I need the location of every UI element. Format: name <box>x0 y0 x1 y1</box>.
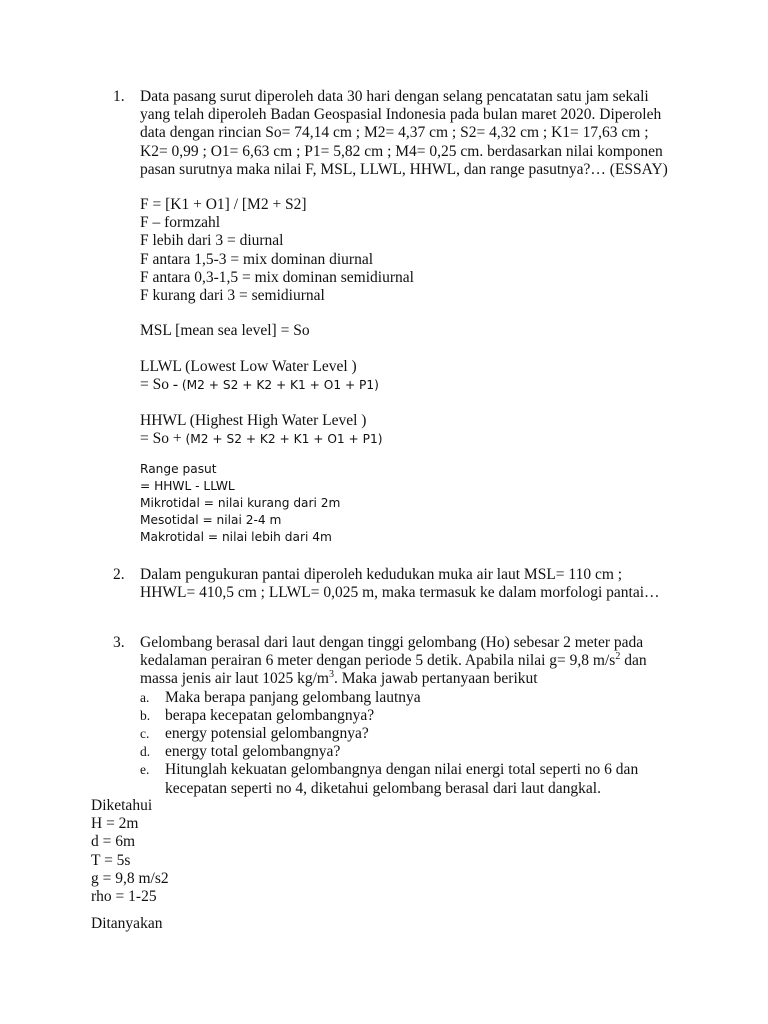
text-line <box>140 652 673 670</box>
question-2-text <box>140 566 673 602</box>
sub-item-letter: e. <box>140 762 150 778</box>
text-line: LLWL (Lowest Low Water Level ) <box>140 358 357 375</box>
formula-line <box>140 376 379 394</box>
text-line: = HHWL - LLWL <box>140 479 235 493</box>
sub-item-letter: c. <box>140 726 150 742</box>
question-number: 1. <box>113 88 125 105</box>
text-line <box>140 670 673 688</box>
text-line: F antara 0,3-1,5 = mix dominan semidiurnal <box>140 268 414 286</box>
superscript: 2 <box>615 651 621 663</box>
superscript: 3 <box>328 669 334 681</box>
text-line: Maka berapa panjang gelombang lautnya <box>165 688 421 706</box>
llwl-block <box>140 358 379 394</box>
text-span: kedalaman perairan 6 meter dengan periode 5 detik. Apabila nilai g= 9,8 m/s <box>140 652 616 670</box>
text-line: F lebih dari 3 = diurnal <box>140 232 284 250</box>
sub-item-letter: b. <box>140 707 151 723</box>
section-title: Ditanyakan <box>91 915 163 932</box>
formula-text: (M2 + S2 + K2 + K1 + O1 + P1) <box>181 378 379 393</box>
text-line: berapa kecepatan gelombangnya? <box>165 706 375 724</box>
text-line: HHWL= 410,5 cm ; LLWL= 0,025 m, maka termasuk ke dalam morfologi pantai… <box>140 584 660 602</box>
sub-item-e <box>140 761 673 797</box>
text-span: dan <box>620 652 647 670</box>
formula-line <box>140 430 383 448</box>
formula-text: (M2 + S2 + K2 + K1 + O1 + P1) <box>185 432 383 447</box>
text-line: d = 6m <box>91 833 136 851</box>
question-1 <box>113 88 673 179</box>
text-span: . Maka jawab pertanyaan berikut <box>333 670 538 688</box>
text-line: Gelombang berasal dari laut dengan tinggi gelombang (Ho) sebesar 2 meter pada <box>140 634 644 651</box>
text-line: rho = 1-25 <box>91 888 157 906</box>
text-line: Makrotidal = nilai lebih dari 4m <box>140 530 332 544</box>
text-line: energy total gelombangnya? <box>165 743 341 761</box>
text-line: Range pasut <box>140 462 217 476</box>
text-line: data dengan rincian So= 74,14 cm ; M2= 4,37 cm ; S2= 4,32 cm ; K1= 17,63 cm ; <box>140 124 649 142</box>
text-line: F = [K1 + O1] / [M2 + S2] <box>140 196 307 213</box>
question-3 <box>113 634 673 798</box>
text-line: g = 9,8 m/s2 <box>91 869 169 887</box>
question-2 <box>113 566 673 602</box>
sub-item-a <box>140 689 673 707</box>
text-line: Hitunglah kekuatan gelombangnya dengan nilai energi total seperti no 6 dan <box>165 761 639 779</box>
sub-item-b <box>140 707 673 725</box>
formula-prefix: = So - <box>140 376 182 394</box>
text-line: Dalam pengukuran pantai diperoleh kedudukan muka air laut MSL= 110 cm ; <box>140 566 623 583</box>
text-line: F – formzahl <box>140 214 221 232</box>
ditanyakan-block <box>91 915 162 933</box>
text-line: Mikrotidal = nilai kurang dari 2m <box>140 496 341 510</box>
formula-prefix: = So + <box>140 430 186 448</box>
question-number: 3. <box>113 634 125 651</box>
range-pasut-block <box>140 461 340 546</box>
question-number: 2. <box>113 566 125 583</box>
msl-line <box>140 322 310 340</box>
sub-item-c <box>140 725 673 743</box>
text-line: yang telah diperoleh Badan Geospasial Indonesia pada bulan maret 2020. Diperoleh <box>140 106 662 124</box>
text-line: H = 2m <box>91 815 139 833</box>
formzahl-block <box>140 196 414 305</box>
text-line: T = 5s <box>91 851 131 869</box>
text-line: HHWL (Highest High Water Level ) <box>140 412 367 429</box>
text-line: MSL [mean sea level] = So <box>140 322 310 339</box>
diketahui-block <box>91 797 169 906</box>
text-line: energy potensial gelombangnya? <box>165 725 369 743</box>
section-title: Diketahui <box>91 797 153 814</box>
text-line: K2= 0,99 ; O1= 6,63 cm ; P1= 5,82 cm ; M4= 0,25 cm. berdasarkan nilai komponen <box>140 142 663 160</box>
text-line: F antara 1,5-3 = mix dominan diurnal <box>140 250 374 268</box>
text-span: massa jenis air laut 1025 kg/m <box>140 670 329 688</box>
text-line: pasan surutnya maka nilai F, MSL, LLWL, HHWL, dan range pasutnya?… (ESSAY) <box>140 160 668 178</box>
text-line: Mesotidal = nilai 2-4 m <box>140 513 282 527</box>
sub-item-letter: d. <box>140 744 151 760</box>
hhwl-block <box>140 412 383 448</box>
sub-item-letter: a. <box>140 689 150 705</box>
text-line: Data pasang surut diperoleh data 30 hari dengan selang pencatatan satu jam sekali <box>140 88 649 105</box>
question-3-text <box>140 634 673 689</box>
question-1-text <box>140 88 673 179</box>
text-line: kecepatan seperti no 4, diketahui gelombang berasal dari laut dangkal. <box>165 779 601 797</box>
sub-item-d <box>140 743 673 761</box>
text-line: F kurang dari 3 = semidiurnal <box>140 287 325 305</box>
